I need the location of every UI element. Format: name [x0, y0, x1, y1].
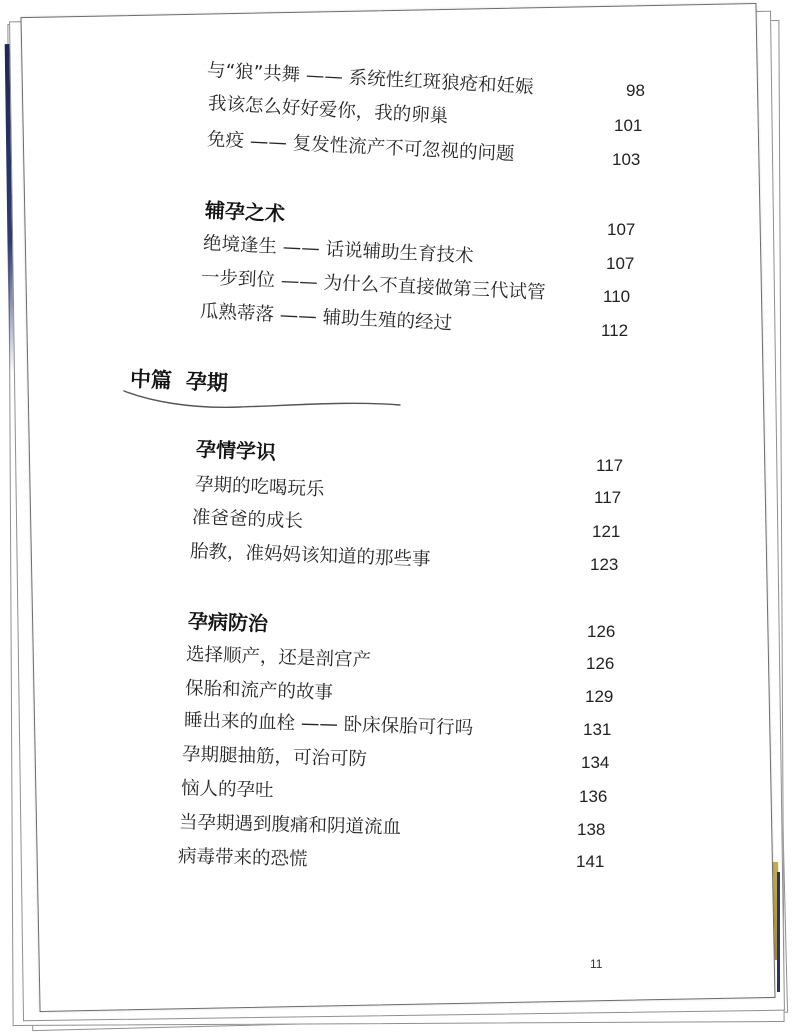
- section-heading-page: 117: [596, 456, 624, 475]
- toc-entry-title: 选择顺产，还是剖宫产: [185, 644, 372, 672]
- toc-entry-page: 129: [585, 687, 614, 706]
- toc-entry-page: 126: [586, 654, 615, 673]
- section-heading-page: 107: [607, 220, 636, 239]
- toc-entry-title: 当孕期遇到腹痛和阴道流血: [178, 812, 402, 839]
- toc-entry-page: 110: [603, 287, 631, 306]
- toc-entry-title: 孕期的吃喝玩乐: [194, 474, 325, 501]
- toc-entry-title: 一步到位 —— 为什么不直接做第三代试管: [200, 267, 546, 304]
- toc-entry-title: 保胎和流产的故事: [184, 678, 334, 704]
- section-heading-title: 孕情学识: [195, 437, 277, 465]
- toc-entry-page: 101: [614, 116, 643, 135]
- toc-entry-page: 103: [612, 150, 641, 169]
- wave-underline: [120, 385, 405, 415]
- toc-entry-page: 134: [581, 753, 610, 772]
- toc-entry-page: 117: [594, 488, 622, 507]
- toc-entry-page: 112: [601, 321, 629, 340]
- toc-entry-title: 准爸爸的成长: [191, 507, 304, 533]
- toc-entry-page: 98: [626, 81, 645, 100]
- book-cover-edge: [777, 872, 780, 992]
- toc-entry-page: 107: [606, 254, 635, 273]
- toc-entry-title: 免疫 —— 复发性流产不可忽视的问题: [206, 129, 515, 166]
- part-title: 孕期: [185, 369, 229, 396]
- part-label: 中篇: [129, 367, 173, 393]
- toc-entry-page: 123: [590, 555, 619, 574]
- toc-entry-page: 141: [576, 852, 605, 871]
- section-heading-title: 孕病防治: [187, 609, 269, 636]
- toc-entry-page: 136: [579, 787, 608, 806]
- toc-entry-title: 病毒带来的恐慌: [177, 846, 308, 871]
- toc-entry-title: 睡出来的血栓 —— 卧床保胎可行吗: [183, 710, 474, 740]
- section-heading-page: 126: [587, 622, 616, 641]
- toc-entry-title: 与“狼”共舞 —— 系统性红斑狼疮和妊娠: [206, 60, 535, 99]
- toc-entry-page: 138: [577, 820, 606, 839]
- toc-entry-title: 绝境逢生 —— 话说辅助生育技术: [202, 233, 474, 268]
- toc-entry-title: 瓜熟蒂落 —— 辅助生殖的经过: [199, 301, 453, 335]
- toc-entry-page: 121: [592, 522, 621, 541]
- toc-entry-title: 我该怎么好好爱你，我的卵巢: [207, 93, 449, 128]
- toc-entry-title: 恼人的孕吐: [180, 778, 274, 802]
- section-heading-title: 辅孕之术: [204, 198, 286, 226]
- page-number: 11: [590, 957, 603, 971]
- toc-entry-title: 孕期腿抽筋，可治可防: [181, 744, 368, 771]
- toc-entry-page: 131: [583, 720, 612, 739]
- toc-entry-title: 胎教，准妈妈该知道的那些事: [189, 541, 431, 571]
